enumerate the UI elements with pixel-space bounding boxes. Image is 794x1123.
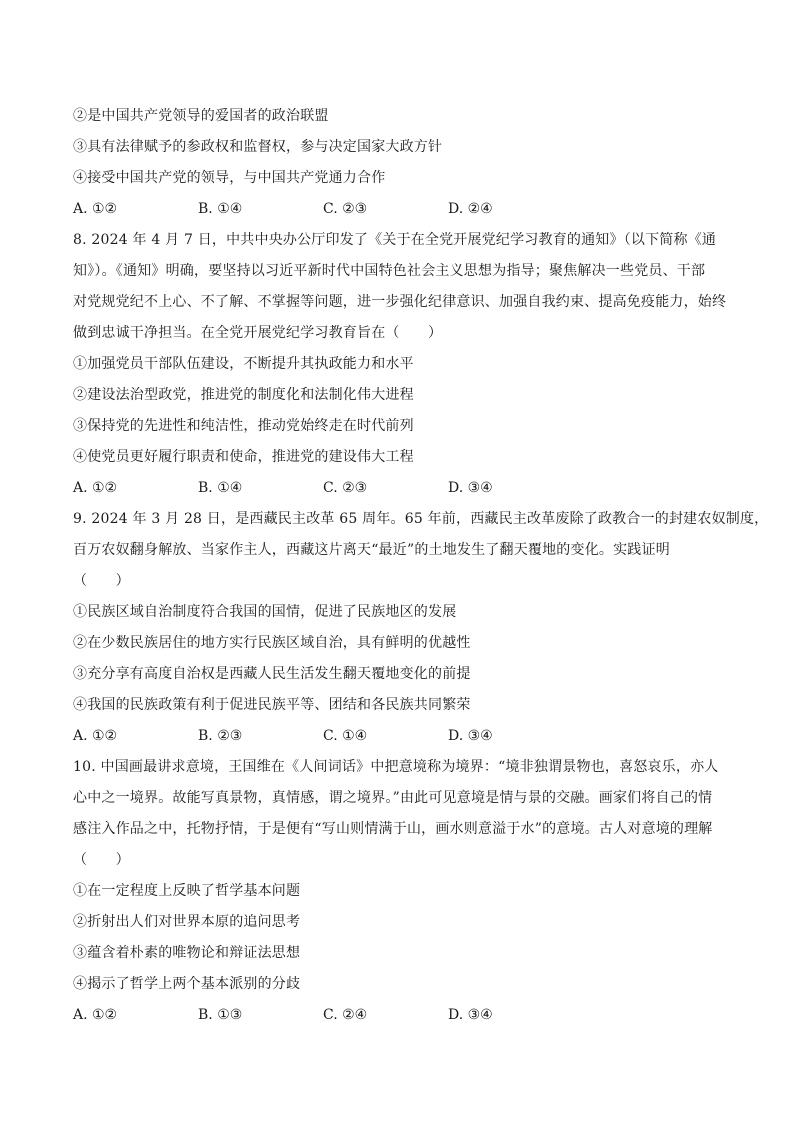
question-stem-line: 对党规党纪不上心、不了解、不掌握等问题，进一步强化纪律意识、加强自我约束、提高免疫能力，始终 [73,294,727,310]
question-7-tail [73,101,723,225]
statement: ④揭示了哲学上两个基本派别的分歧 [73,976,301,992]
option-c: C. ②④ [323,1007,368,1023]
statement: ②折射出人们对世界本原的追问思考 [73,914,301,930]
statement: ②是中国共产党领导的爱国者的政治联盟 [73,108,329,124]
question-stem-line: 9. 2024 年 3 月 28 日，是西藏民主改革 65 周年。65 年前，西藏民主改革废除了政教合一的封建农奴制度， [73,511,769,527]
statement: ③蕴含着朴素的唯物论和辩证法思想 [73,945,301,961]
question-stem-line: 8. 2024 年 4 月 7 日，中共中央办公厅印发了《关于在全党开展党纪学习教育的通知》（以下简称《通 [73,232,717,248]
statement: ②建设法治型政党，推进党的制度化和法制化伟大进程 [73,387,414,403]
answer-options [73,473,723,504]
statement: ③充分享有高度自治权是西藏人民生活发生翻天覆地变化的前提 [73,666,471,682]
answer-options [73,1000,723,1031]
statement: ①民族区域自治制度符合我国的国情，促进了民族地区的发展 [73,604,457,620]
statement: ④使党员更好履行职责和使命，推进党的建设伟大工程 [73,449,414,465]
question-stem-line: 做到忠诚干净担当。在全党开展党纪学习教育旨在（ ） [73,325,443,341]
question-stem-line: （ ） [73,852,130,868]
option-c: C. ②③ [323,480,368,496]
statement: ④我国的民族政策有利于促进民族平等、团结和各民族共同繁荣 [73,697,471,713]
option-d: D. ②④ [448,201,493,217]
option-d: D. ③④ [448,1007,493,1023]
question-9 [73,504,769,752]
option-a: A. ①② [73,480,118,496]
option-a: A. ①② [73,201,118,217]
question-stem-line: 知》）。《通知》明确，要坚持以习近平新时代中国特色社会主义思想为指导；聚焦解决一些党员、干部 [73,263,706,279]
option-d: D. ③④ [448,728,493,744]
question-stem-line: 10. 中国画最讲求意境，王国维在《人间词话》中把意境称为境界：“境非独谓景物也，喜怒哀乐，亦人 [73,759,719,775]
answer-options [73,721,723,752]
statement: ①加强党员干部队伍建设，不断提升其执政能力和水平 [73,356,414,372]
statement: ①在一定程度上反映了哲学基本问题 [73,883,301,899]
statement: ④接受中国共产党的领导，与中国共产党通力合作 [73,170,386,186]
option-c: C. ②③ [323,201,368,217]
question-stem-line: 感注入作品之中，托物抒情，于是便有“写山则情满于山，画水则意溢于水”的意境。古人对意境的理解 [73,821,713,837]
question-stem-line: （ ） [73,573,130,589]
statement: ②在少数民族居住的地方实行民族区域自治，具有鲜明的优越性 [73,635,471,651]
option-d: D. ③④ [448,480,493,496]
question-8 [73,225,727,504]
option-b: B. ①④ [198,480,243,496]
option-c: C. ①④ [323,728,368,744]
option-b: B. ①④ [198,201,243,217]
exam-page [73,101,769,1031]
question-10 [73,752,723,1031]
statement: ③保持党的先进性和纯洁性，推动党始终走在时代前列 [73,418,414,434]
question-stem-line: 百万农奴翻身解放、当家作主人，西藏这片离天“最近”的土地发生了翻天覆地的变化。实践证明 [73,542,670,558]
option-a: A. ①② [73,728,118,744]
option-b: B. ②③ [198,728,243,744]
option-b: B. ①③ [198,1007,243,1023]
statement: ③具有法律赋予的参政权和监督权，参与决定国家大政方针 [73,139,443,155]
question-stem-line: 心中之一境界。故能写真景物，真情感，谓之境界。”由此可见意境是情与景的交融。画家们将自己的情 [73,790,713,806]
answer-options [73,194,723,225]
option-a: A. ①② [73,1007,118,1023]
